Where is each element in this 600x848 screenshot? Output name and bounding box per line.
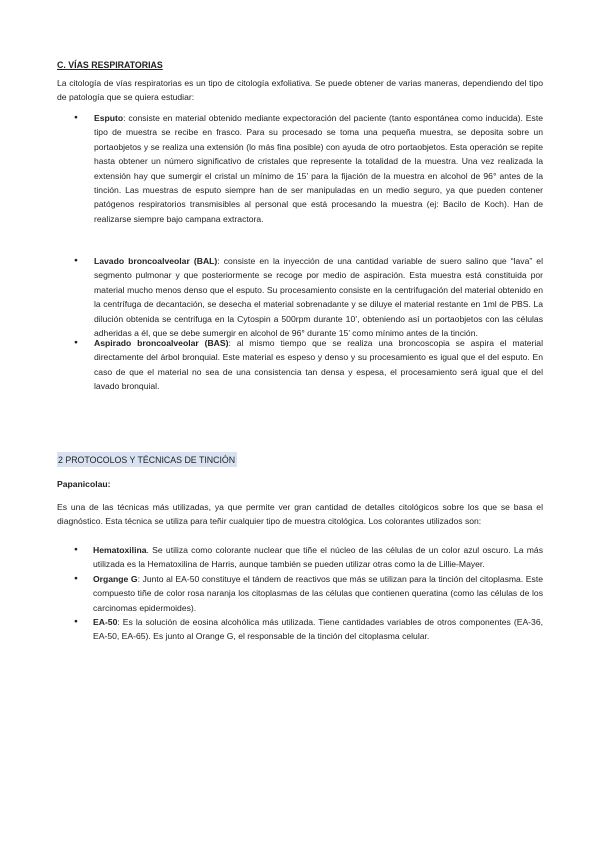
list-item <box>57 543 543 572</box>
item-text: : Es la solución de eosina alcohólica más utilizada. Tiene cantidades variables de otros componentes (EA-36, EA-50, EA-65). Es junto al Orange G, el responsable de la tinción del citoplasma celular. <box>93 617 543 642</box>
item-text: : Junto al EA-50 constituye el tándem de reactivos que más se utilizan para la tinción del citoplasma. Este compuesto tiñe de color rosa naranja los citoplasmas de las células que contienen queratina (como las células de los carcinomas epidermoides). <box>93 573 543 613</box>
item-text: : al mismo tiempo que se realiza una broncoscopia se aspira el material directamente del árbol bronquial. Este material es espeso y denso y su procesamiento es igual que el del esputo. En caso de que el material no sea de una consistencia tan densa y espesa, el procesamiento será igual que el del lavado bronquial. <box>94 338 544 392</box>
item-term: Esputo <box>94 113 124 123</box>
list-item <box>57 615 543 644</box>
sample-list-bal <box>57 254 543 340</box>
section-c-heading <box>57 58 543 72</box>
list-item <box>57 111 543 226</box>
section-c-prefix: C. <box>57 60 66 70</box>
item-term: Aspirado broncoalveolar (BAS) <box>94 338 229 348</box>
stain-list <box>57 543 543 644</box>
item-text: . Se utiliza como colorante nuclear que tiñe el núcleo de las células de un color azul oscuro. La más utilizada es la Hematoxilina de Harris, aunque también se pueden utilizar otras como la de Lillie-Mayer. <box>93 545 543 570</box>
section-2-heading: 2 PROTOCOLOS Y TÉCNICAS DE TINCIÓN <box>57 452 237 467</box>
item-text: : consiste en material obtenido mediante expectoración del paciente (tanto espontánea como inducida). Este tipo de muestra se recibe en frasco. Para su procesado se toma una pequeña muestra, se deposita sobre un portaobjetos y se realiza una extensión (lo más fina posible) con ayuda de otro portaobjetos. Esta operación se repite hasta obtener un número significativo de cristales que represente la totalidad de la muestra. Una vez realizada la extensión hay que sumergir el cristal un mínimo de 15’ para la fijación de la muestra en alcohol de 96° antes de la tinción. Las muestras de esputo siempre han de ser manipuladas en un medio seguro, ya que pueden contener patógenos respiratorios transmisibles al personal que está procesando la muestra (ej: Bacilo de Koch). Han de realizarse siempre bajo campana extractora. <box>94 113 543 224</box>
item-term: Lavado broncoalveolar (BAL) <box>94 256 218 266</box>
section-c-title: VÍAS RESPIRATORIAS <box>68 60 163 70</box>
papanicolau-subheading: Papanicolau: <box>57 479 111 489</box>
item-term: EA-50 <box>93 617 118 628</box>
item-term: Organge G <box>93 573 138 584</box>
item-text: : consiste en la inyección de una cantidad variable de suero salino que “lava” el segmento pulmonar y que posteriormente se recoge por medio de aspiración. Esta muestra está constituida por material mucho menos denso que el esputo. Su procesamiento consiste en la centrifugación del material obtenido en la centrífuga de decantación, se desecha el material sobrenadante y se diluye el material restante en 1ml de PBS. La dilución obtenida se centrifuga en la Cytospin a 500rpm durante 10’, obteniendo así un portaobjetos con las células adheridas a él, que se debe sumergir en alcohol de 96° durante 15’ como mínimo antes de la tinción. <box>94 256 543 339</box>
sample-list-esputo <box>57 111 543 226</box>
section-c-intro: La citología de vías respiratorias es un tipo de citología exfoliativa. Se puede obtener de varias maneras, dependiendo del tipo de patología que se quiera estudiar: <box>57 78 543 103</box>
item-term: Hematoxilina <box>93 545 147 555</box>
list-item <box>57 254 543 340</box>
sample-list-bas <box>57 336 543 394</box>
list-item <box>57 572 543 615</box>
list-item <box>57 336 543 394</box>
papanicolau-intro: Es una de las técnicas más utilizadas, ya que permite ver gran cantidad de detalles citológicos sobre los que se basa el diagnóstico. Esta técnica se utiliza para teñir cualquier tipo de muestra citológica. Los colorantes utilizados son: <box>57 502 543 527</box>
